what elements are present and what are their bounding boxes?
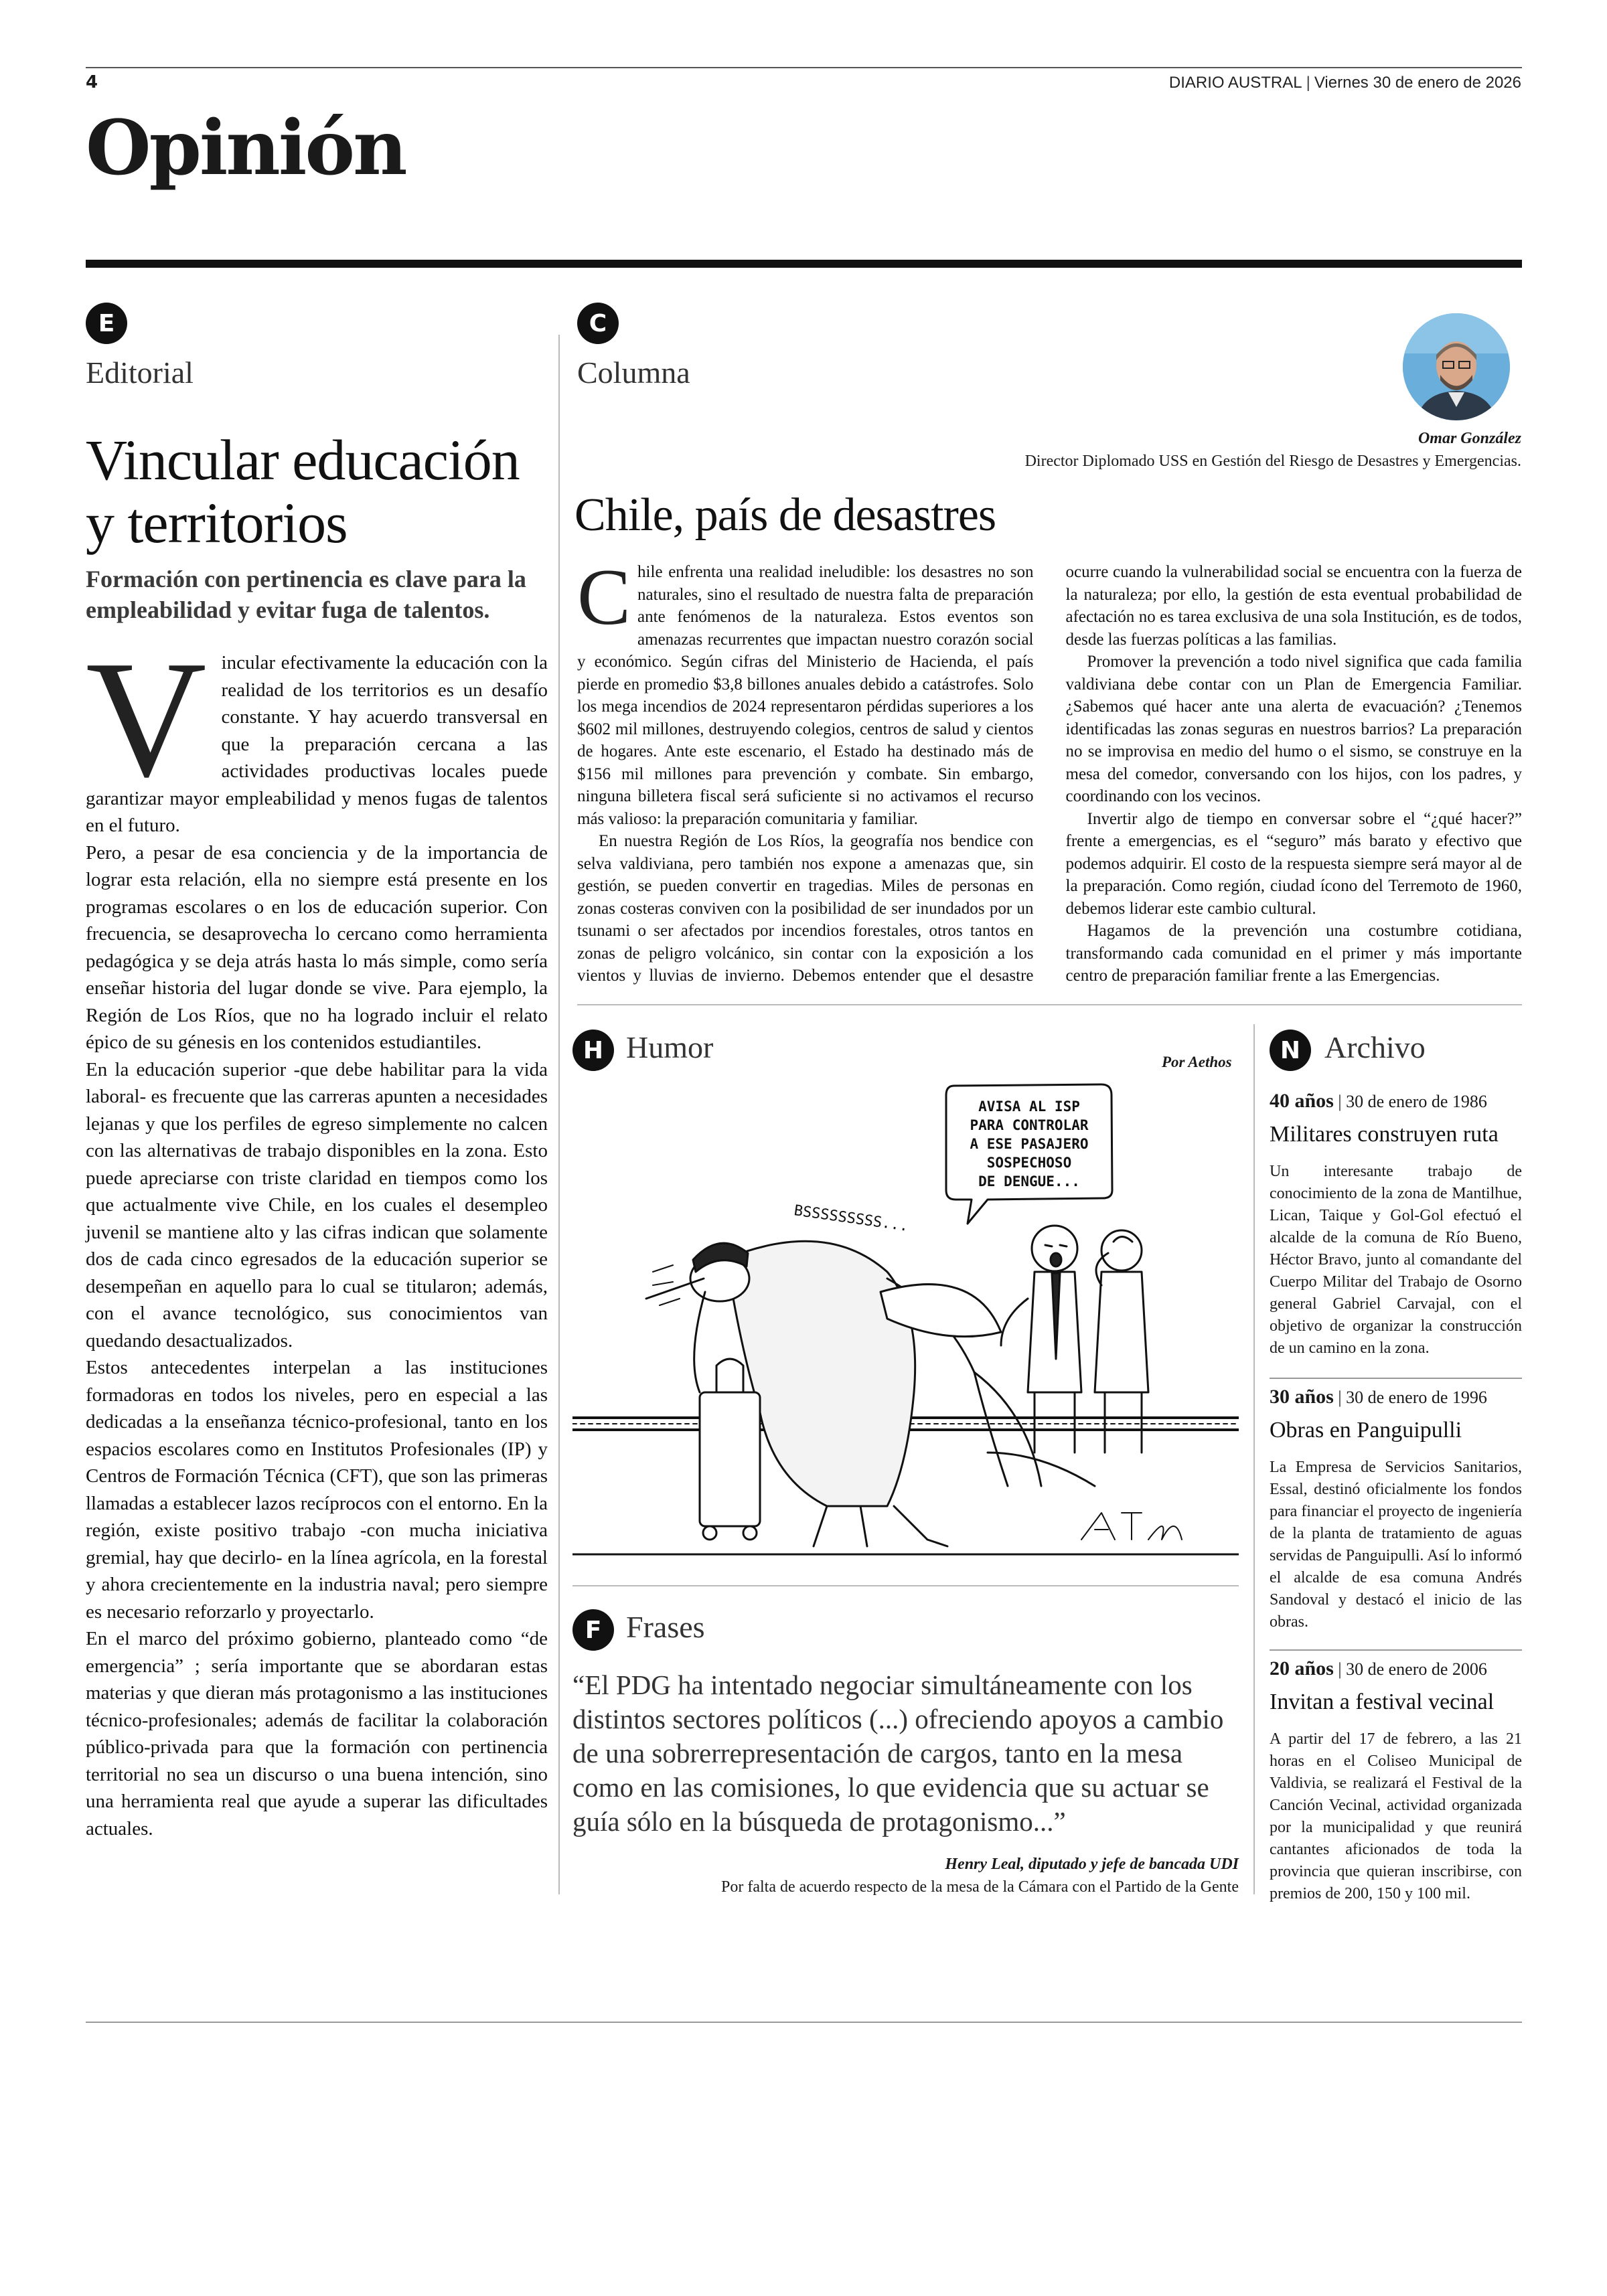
section-rule	[86, 260, 1522, 268]
bubble-line: A ESE PASAJERO	[970, 1136, 1089, 1152]
cartoon	[572, 1078, 1239, 1560]
frases-note: Por falta de acuerdo respecto de la mesa de la Cámara con el Partido de la Gente	[721, 1878, 1239, 1896]
archivo-badge-icon: N	[1270, 1030, 1311, 1071]
archivo-entry: 40 años | 30 de enero de 1986 Militares construyen ruta Un interesante trabajo de conocimiento de la zona de Mantilhue, Lican, Taique y Gol-Gol efectuó el alcalde de la comuna de Río Bueno, Héctor Bravo, junto al comandante del Cuerpo Militar del Trabajo de Osorno general Gabriel Carvajal, con el objetivo de organizar la construcción de un camino en la zona.	[1270, 1090, 1522, 1360]
archivo-entry: 30 años | 30 de enero de 1996 Obras en Panguipulli La Empresa de Servicios Sanitarios, Essal, destinó oficialmente los fondos para financiar el proyecto de ingeniería de la planta de tratamiento de aguas servidas de Panguipulli. Así lo informó el alcalde de esa comuna Andrés Sandoval y destacó el inicio de las obras.	[1270, 1386, 1522, 1633]
editorial-title-line2: y territorios	[86, 491, 348, 555]
author-photo	[1403, 313, 1510, 420]
archivo-text: A partir del 17 de febrero, a las 21 horas en el Coliseo Municipal de Valdivia, se realizará el Festival de la Canción Vecinal, actividad organizada por la municipalidad y que reunirá cantantes aficionados de toda la provincia que quieran inscribirse, con premios de 200, 150 y 100 mil.	[1270, 1730, 1522, 1902]
frases-kicker: Frases	[626, 1610, 705, 1644]
column-dropcap: C	[577, 552, 631, 641]
archivo-entry: 20 años | 30 de enero de 2006 Invitan a festival vecinal A partir del 17 de febrero, a las 21 horas en el Coliseo Municipal de Valdivia, se realizará el Festival de la Canción Vecinal, actividad organizada por la municipalidad y que reunirá cantantes aficionados de toda la provincia que quieran inscribirse, con premios de 200, 150 y 100 mil.	[1270, 1657, 1522, 1905]
bubble-line: AVISA AL ISP	[978, 1098, 1080, 1115]
cartoon-buzz: BSSSSSSSSS...	[793, 1202, 910, 1235]
humor-badge-icon: H	[572, 1030, 614, 1071]
archivo-years: 40 años	[1270, 1090, 1334, 1112]
bubble-line: SOSPECHOSO	[986, 1155, 1072, 1171]
frases-badge-icon: F	[572, 1609, 614, 1651]
editorial-paragraph: incular efectivamente la educación con la realidad de los territorios es un desafío constante. Y hay acuerdo transversal en que la preparación cercana a las actividades productivas locales puede garantizar mayor empleabilidad y menos fugas de talentos en el futuro.	[86, 652, 548, 836]
frases-quote: “El PDG ha intentado negociar simultáneamente con los distintos sectores políticos (...) ofreciendo apoyos a cambio de una sobrerrepresentación de cargos, tanto en la mesa como en las comisiones, lo que evidencia que su actuar se guía sólo en la búsqueda de protagonismo...”	[572, 1669, 1224, 1837]
column-kicker: Columna	[577, 355, 690, 390]
bubble-line: PARA CONTROLAR	[970, 1117, 1089, 1133]
section-title: Opinión	[86, 104, 406, 192]
archivo-text: La Empresa de Servicios Sanitarios, Essal, destinó oficialmente los fondos para financiar el proyecto de ingeniería de la planta de tratamiento de aguas servidas de Panguipulli. Así lo informó el alcalde de esa comuna Andrés Sandoval y destacó el inicio de las obras.	[1270, 1459, 1522, 1631]
frases-author: Henry Leal, diputado y jefe de bancada UDI	[945, 1856, 1239, 1873]
column-paragraph: hile enfrenta una realidad ineludible: los desastres no son naturales, sino el resultado de nuestra falta de preparación ante fenómenos de la naturaleza. Estos eventos son amenazas recurrentes que impactan nuestro corazón social y económico. Según cifras del Ministerio de Hacienda, el país pierde en promedio $3,8 billones anuales debido a catástrofes. Solo los mega incendios de 2024 representaron pérdidas superiores a los $602 mil millones, destruyendo colegios, centros de salud y cientos de hogares. Ante este escenario, el Estado ha destinado más de $156 mil millones para prevención y combate. Sin embargo, ninguna billetera fiscal será suficiente si no activamos el recurso más valioso: la preparación comunitaria y familiar.	[577, 563, 1034, 828]
author-portrait-icon	[1403, 313, 1510, 420]
column-body	[577, 552, 1522, 989]
archivo-date: 30 de enero de 1996	[1346, 1388, 1487, 1407]
archivo-title: Invitan a festival vecinal	[1270, 1690, 1495, 1714]
archivo-years: 30 años	[1270, 1386, 1334, 1408]
editorial-headline	[86, 428, 554, 554]
issue-date: Viernes 30 de enero de 2026	[1314, 74, 1521, 92]
column-paragraph: Promover la prevención a todo nivel significa que cada familia valdiviana debe contar con un Plan de Emergencia Familiar. ¿Sabemos qué hacer ante una alerta de evacuación? ¿Tenemos identificadas las zonas seguras en nuestros barrios? La preparación no se improvisa en medio del humo o el sismo, se construye en la mesa del comedor, conversando con los hijos, con los padres, y coordinando con los vecinos.	[1065, 653, 1522, 805]
page-number: 4	[86, 72, 98, 92]
column-paragraph: Invertir algo de tiempo en conversar sobre el “¿qué hacer?” frente a emergencias, es el “seguro” más barato y efectivo que podemos adquirir. El costo de la respuesta siempre será mayor al de la preparación. Como región, ciudad ícono del Terremoto de 1960, debemos liderar este cambio cultural.	[1065, 809, 1522, 918]
humor-bottom-rule	[572, 1585, 1239, 1586]
top-rule	[86, 67, 1522, 68]
editorial-kicker: Editorial	[86, 355, 194, 390]
column-badge-icon: C	[577, 303, 619, 344]
archivo-divider	[1253, 1024, 1255, 1894]
archivo-title: Militares construyen ruta	[1270, 1122, 1499, 1147]
editorial-paragraph: En el marco del próximo gobierno, planteado como “de emergencia” ; sería importante que se abordaran estas materias y que dieran más protagonismo a las instituciones técnico-profesionales; además de facilitar la colaboración público-privada para que la formación con pertinencia territorial no sea un discurso o una buena intención, sino una herramienta real que ayude a superar las dificultades actuales.	[86, 1628, 548, 1839]
column-divider	[558, 335, 560, 1894]
editorial-paragraph: Estos antecedentes interpelan a las instituciones formadoras en todos los niveles, pero en especial a las dedicadas a la enseñanza técnico-profesional, tanto en los espacios escolares como en Institutos Profesionales (IP) y Centros de Formación Técnica (CFT), que son las primeras llamadas a establecer lazos recíprocos con el entorno. En la región, existe positivo trabajo -con mucha iniciativa gremial, hay que decirlo- en la línea agrícola, en la forestal y ahora crecientemente en la industria naval; pero siempre es necesario reforzarlo y proyectarlo.	[86, 1357, 548, 1623]
editorial-paragraph: En la educación superior -que debe habilitar para la vida laboral- es frecuente que las carreras apunten a necesidades lejanas y que los perfiles de egreso simplemente no calcen con las alternativas de trabajo disponibles en la zona. Esto puede apreciarse con triste claridad en tiempos como los que actualmente vive Chile, en los cuales el desempleo juvenil se mantiene alto y las cifras indican que solamente dos de cada cinco egresados de la educación superior se desempeñan en aquello para lo cual se titularon; además, con el avance tecnológico, sus conocimientos van quedando desactualizados.	[86, 1058, 548, 1351]
bubble-line: DE DENGUE...	[978, 1173, 1080, 1190]
column-title: Chile, país de desastres	[575, 489, 996, 541]
editorial-dek: Formación con pertinencia es clave para la empleabilidad y evitar fuga de talentos.	[86, 566, 526, 623]
archivo-years: 20 años	[1270, 1657, 1334, 1679]
column-bottom-rule	[577, 1004, 1522, 1005]
cartoon-illustration-icon	[572, 1078, 1239, 1560]
editorial-body	[86, 627, 548, 1908]
editorial-dropcap: V	[86, 627, 207, 812]
editorial-badge-icon: E	[86, 303, 127, 344]
humor-credit: Por Aethos	[1162, 1054, 1232, 1070]
column-paragraph: Hagamos de la prevención una costumbre cotidiana, transformando cada comunidad en el primer y más importante centro de preparación familiar frente a las Emergencias.	[1065, 922, 1522, 985]
archivo-date: 30 de enero de 2006	[1346, 1659, 1487, 1679]
archivo-title: Obras en Panguipulli	[1270, 1418, 1462, 1443]
humor-kicker: Humor	[626, 1030, 714, 1064]
newspaper-name: DIARIO AUSTRAL	[1168, 74, 1302, 92]
archivo-rule	[1270, 1649, 1522, 1651]
editorial-paragraph: Pero, a pesar de esa conciencia y de la importancia de lograr esta relación, ella no siempre está presente en los programas escolares o en los de educación superior. Con frecuencia, se desaprovecha lo cercano como herramienta pedagógica y se deja atrás hasta lo más simple, como sería enseñar historia del lugar donde se vive. Para ejemplo, la Región de Los Ríos, que no ha logrado incluir el relato épico de su génesis en los contenidos estudiantiles.	[86, 841, 548, 1053]
archivo-text: Un interesante trabajo de conocimiento de la zona de Mantilhue, Lican, Taique y Gol-Gol efectuó el alcalde de la comuna de Río Bueno, Héctor Bravo, junto al comandante del Cuerpo Militar del Trabajo de Osorno general Gabriel Carvajal, con el objetivo de organizar la construcción de un camino en la zona.	[1270, 1163, 1522, 1357]
author-role: Director Diplomado USS en Gestión del Riesgo de Desastres y Emergencias.	[1024, 453, 1521, 470]
archivo-date: 30 de enero de 1986	[1346, 1092, 1487, 1111]
archivo-kicker: Archivo	[1324, 1030, 1426, 1064]
masthead: DIARIO AUSTRAL | Viernes 30 de enero de 2026	[1168, 74, 1521, 92]
archivo-rule	[1270, 1378, 1522, 1379]
column-paragraph: En nuestra Región de Los Ríos, la geografía nos bendice con selva valdiviana, pero también nos expone a amenazas que, sin gestión, se pueden convertir en tragedias. Miles de personas en zonas costeras conviven con la posibilidad de ser inundados por un tsunami o ser afectados por incendios forestales, otros tantos en zonas de peligro volcánico, sin contar con la exposición a los vientos y lluvias de invierno. Debemos entender que el desastre ocurre cuando la vulnerabilidad social se encuentra con la fuerza de la naturaleza; por ello, la gestión de esta eventual probabilidad de afectación no es tarea exclusiva de una sola Institución, es de todos, desde las fuerzas políticas a las familias.	[577, 563, 1522, 985]
editorial-title-line1: Vincular educación	[86, 428, 520, 492]
bottom-rule	[86, 2022, 1522, 2023]
author-name: Omar González	[1418, 430, 1521, 447]
